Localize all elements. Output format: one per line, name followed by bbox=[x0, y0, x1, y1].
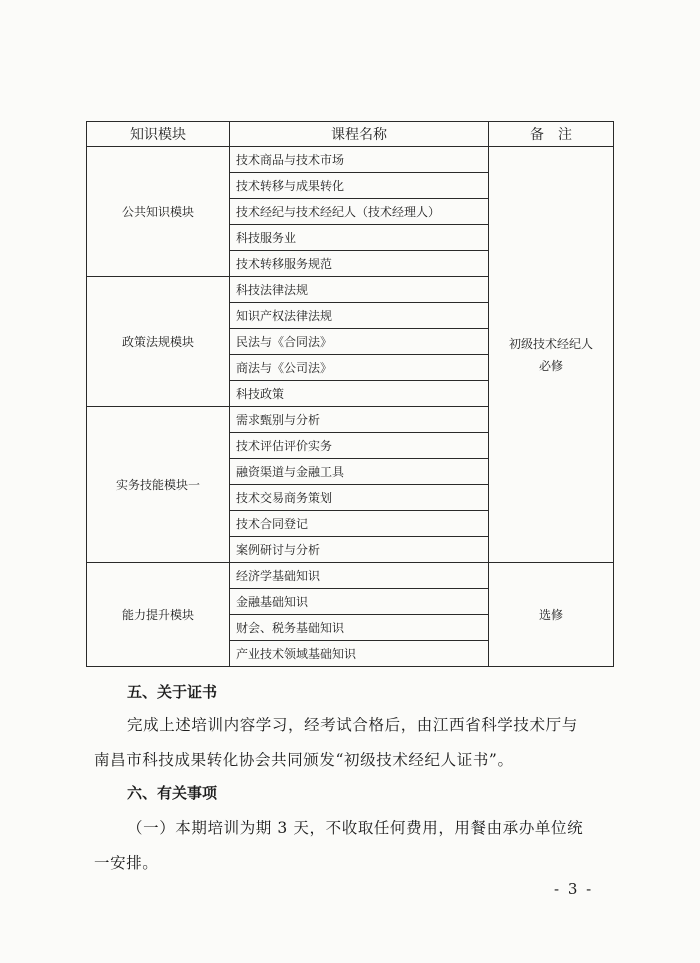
course-cell: 科技法律法规 bbox=[230, 277, 489, 303]
course-cell: 融资渠道与金融工具 bbox=[230, 459, 489, 485]
course-cell: 商法与《公司法》 bbox=[230, 355, 489, 381]
course-cell: 科技政策 bbox=[230, 381, 489, 407]
section6-paragraph-line1: （一）本期培训为期 3 天，不收取任何费用，用餐由承办单位统 bbox=[127, 819, 584, 837]
course-cell: 案例研讨与分析 bbox=[230, 537, 489, 563]
course-cell: 技术转移与成果转化 bbox=[230, 173, 489, 199]
course-cell: 产业技术领域基础知识 bbox=[230, 641, 489, 667]
course-cell: 民法与《合同法》 bbox=[230, 329, 489, 355]
course-cell: 技术经纪与技术经纪人（技术经理人） bbox=[230, 199, 489, 225]
course-cell: 技术转移服务规范 bbox=[230, 251, 489, 277]
course-cell: 技术交易商务策划 bbox=[230, 485, 489, 511]
course-cell: 技术商品与技术市场 bbox=[230, 147, 489, 173]
table-header-row bbox=[87, 122, 614, 147]
course-cell: 需求甄别与分析 bbox=[230, 407, 489, 433]
section5-paragraph-line1: 完成上述培训内容学习，经考试合格后，由江西省科学技术厅与 bbox=[127, 716, 578, 734]
course-cell: 经济学基础知识 bbox=[230, 563, 489, 589]
note-text-required: 初级技术经纪人必修 bbox=[508, 336, 593, 373]
module-cell: 能力提升模块 bbox=[87, 563, 230, 667]
header-course-name: 课程名称 bbox=[230, 122, 489, 147]
note-cell-required bbox=[489, 147, 614, 563]
course-cell: 金融基础知识 bbox=[230, 589, 489, 615]
course-cell: 技术评估评价实务 bbox=[230, 433, 489, 459]
course-cell: 财会、税务基础知识 bbox=[230, 615, 489, 641]
section5-heading: 五、关于证书 bbox=[127, 683, 218, 701]
course-cell: 知识产权法律法规 bbox=[230, 303, 489, 329]
module-cell: 实务技能模块一 bbox=[87, 407, 230, 563]
module-cell: 公共知识模块 bbox=[87, 147, 230, 277]
course-cell: 科技服务业 bbox=[230, 225, 489, 251]
header-knowledge-module: 知识模块 bbox=[87, 122, 230, 147]
table-row bbox=[87, 147, 614, 173]
course-cell: 技术合同登记 bbox=[230, 511, 489, 537]
note-cell-elective: 选修 bbox=[489, 563, 614, 667]
table-row bbox=[87, 563, 614, 589]
section5-paragraph-line2: 南昌市科技成果转化协会共同颁发“初级技术经纪人证书”。 bbox=[94, 751, 514, 769]
section6-heading: 六、有关事项 bbox=[127, 784, 218, 802]
header-remarks: 备 注 bbox=[489, 122, 614, 147]
course-table bbox=[86, 121, 614, 667]
page-number: - 3 - bbox=[554, 880, 594, 898]
module-cell: 政策法规模块 bbox=[87, 277, 230, 407]
section6-paragraph-line2: 一安排。 bbox=[94, 854, 159, 872]
